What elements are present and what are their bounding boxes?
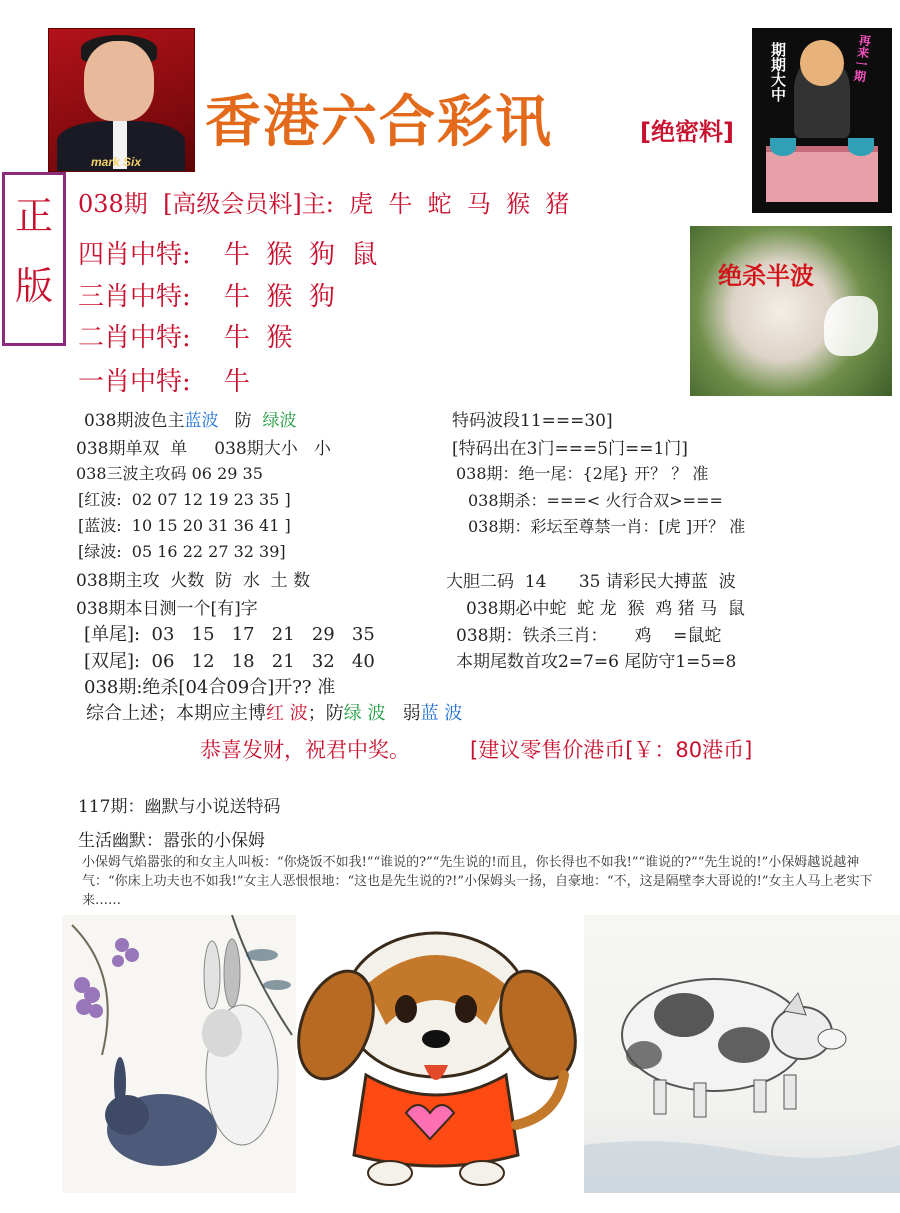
cartoon-text-left: 期期大中 (769, 42, 787, 102)
edition-char-2: 版 (14, 264, 53, 308)
wave-color-line: 038期波色主蓝波 防 绿波 (84, 411, 297, 431)
today-char-line: 038期本日测一个[有]字 (76, 599, 258, 619)
mark-six-logo: mark Six (91, 155, 142, 169)
single-double-line: 038期单双 单 038期大小 小 (76, 439, 331, 459)
kill-combo-line: 038期:绝杀[04合09合]开?? 准 (84, 677, 336, 698)
joke-body: 小保姆气焰嚣张的和女主人叫板：“你烧饭不如我!”“谁说的?”“先生说的!而且，你长得也不如我!”“谁说的?”“先生说的!”小保姆越说越神气：“你床上功夫也不如我!”女主人恶恨恨地：“这也是先生说的?!”小保姆头一扬，自豪地：“不，这是隔壁李大哥说的!”女主人马上老实下来…… (82, 855, 873, 908)
tail-number-line: 本期尾数首攻2=7=6 尾防守1=5=8 (456, 652, 737, 672)
edition-badge (2, 172, 66, 346)
cartoon-image (752, 28, 892, 213)
forbidden-zodiac-line: 038期：彩坛至尊禁一肖：[虎 ]开？ 准 (468, 517, 746, 536)
kill-element-line: 038期杀：===< 火行合双>=== (468, 491, 723, 510)
joke-title: 生活幽默：嚣张的小保姆 (78, 831, 265, 851)
two-zodiac-pick: 二肖中特: 牛 猴 (78, 323, 293, 353)
double-tail-line: [双尾]: 06 12 18 21 32 40 (84, 651, 375, 672)
four-zodiac-pick: 四肖中特: 牛 猴 狗 鼠 (78, 240, 378, 270)
page-subtitle: [绝密料] (640, 118, 734, 146)
edition-char-1: 正 (14, 194, 53, 238)
one-zodiac-pick: 一肖中特: 牛 (78, 367, 250, 397)
price-text: [建议零售价港币[￥：80港币] (470, 738, 753, 762)
cartoon-text-right: 再来一期 (851, 33, 873, 83)
pig-painting (584, 915, 900, 1193)
blue-wave-numbers: [蓝波: 10 15 20 31 36 41 ] (78, 516, 291, 535)
bold-two-numbers-line: 大胆二码 14 35 请彩民大搏蓝 波 (446, 572, 736, 592)
congrats-text: 恭喜发财，祝君中奖。 (200, 738, 410, 762)
iron-kill-line: 038期：铁杀三肖： 鸡 =鼠蛇 (456, 626, 722, 646)
rabbit-painting (62, 915, 302, 1193)
man-photo (48, 28, 195, 172)
three-zodiac-pick: 三肖中特: 牛 猴 狗 (78, 282, 335, 312)
three-wave-line: 038三波主攻码 06 29 35 (76, 464, 263, 483)
puppy-image (690, 226, 892, 396)
green-wave-numbers: [绿波: 05 16 22 27 32 39] (78, 542, 286, 561)
joke-issue-title: 117期：幽默与小说送特码 (78, 797, 281, 817)
main-attack-line: 038期主攻 火数 防 水 土 数 (76, 571, 311, 591)
must-hit-line: 038期必中蛇 蛇 龙 猴 鸡 猪 马 鼠 (466, 599, 745, 619)
kill-tail-line: 038期：绝一尾：{2尾} 开？ ？ 准 (456, 464, 709, 483)
puppy-image-label: 绝杀半波 (718, 262, 814, 290)
summary-line: 综合上述；本期应主博红 波；防绿 波 弱蓝 波 (86, 703, 463, 724)
issue-main-zodiac: 038期 [高级会员料]主: 虎 牛 蛇 马 猴 猪 (78, 190, 570, 218)
special-range-line: 特码波段11===30] (452, 411, 613, 431)
special-door-line: [特码出在3门===5门==1门] (452, 439, 688, 459)
single-tail-line: [单尾]: 03 15 17 21 29 35 (84, 624, 375, 645)
page-title: 香港六合彩讯 (205, 90, 553, 155)
red-wave-numbers: [红波: 02 07 12 19 23 35 ] (78, 490, 291, 509)
cartoon-dog-image (296, 915, 586, 1193)
